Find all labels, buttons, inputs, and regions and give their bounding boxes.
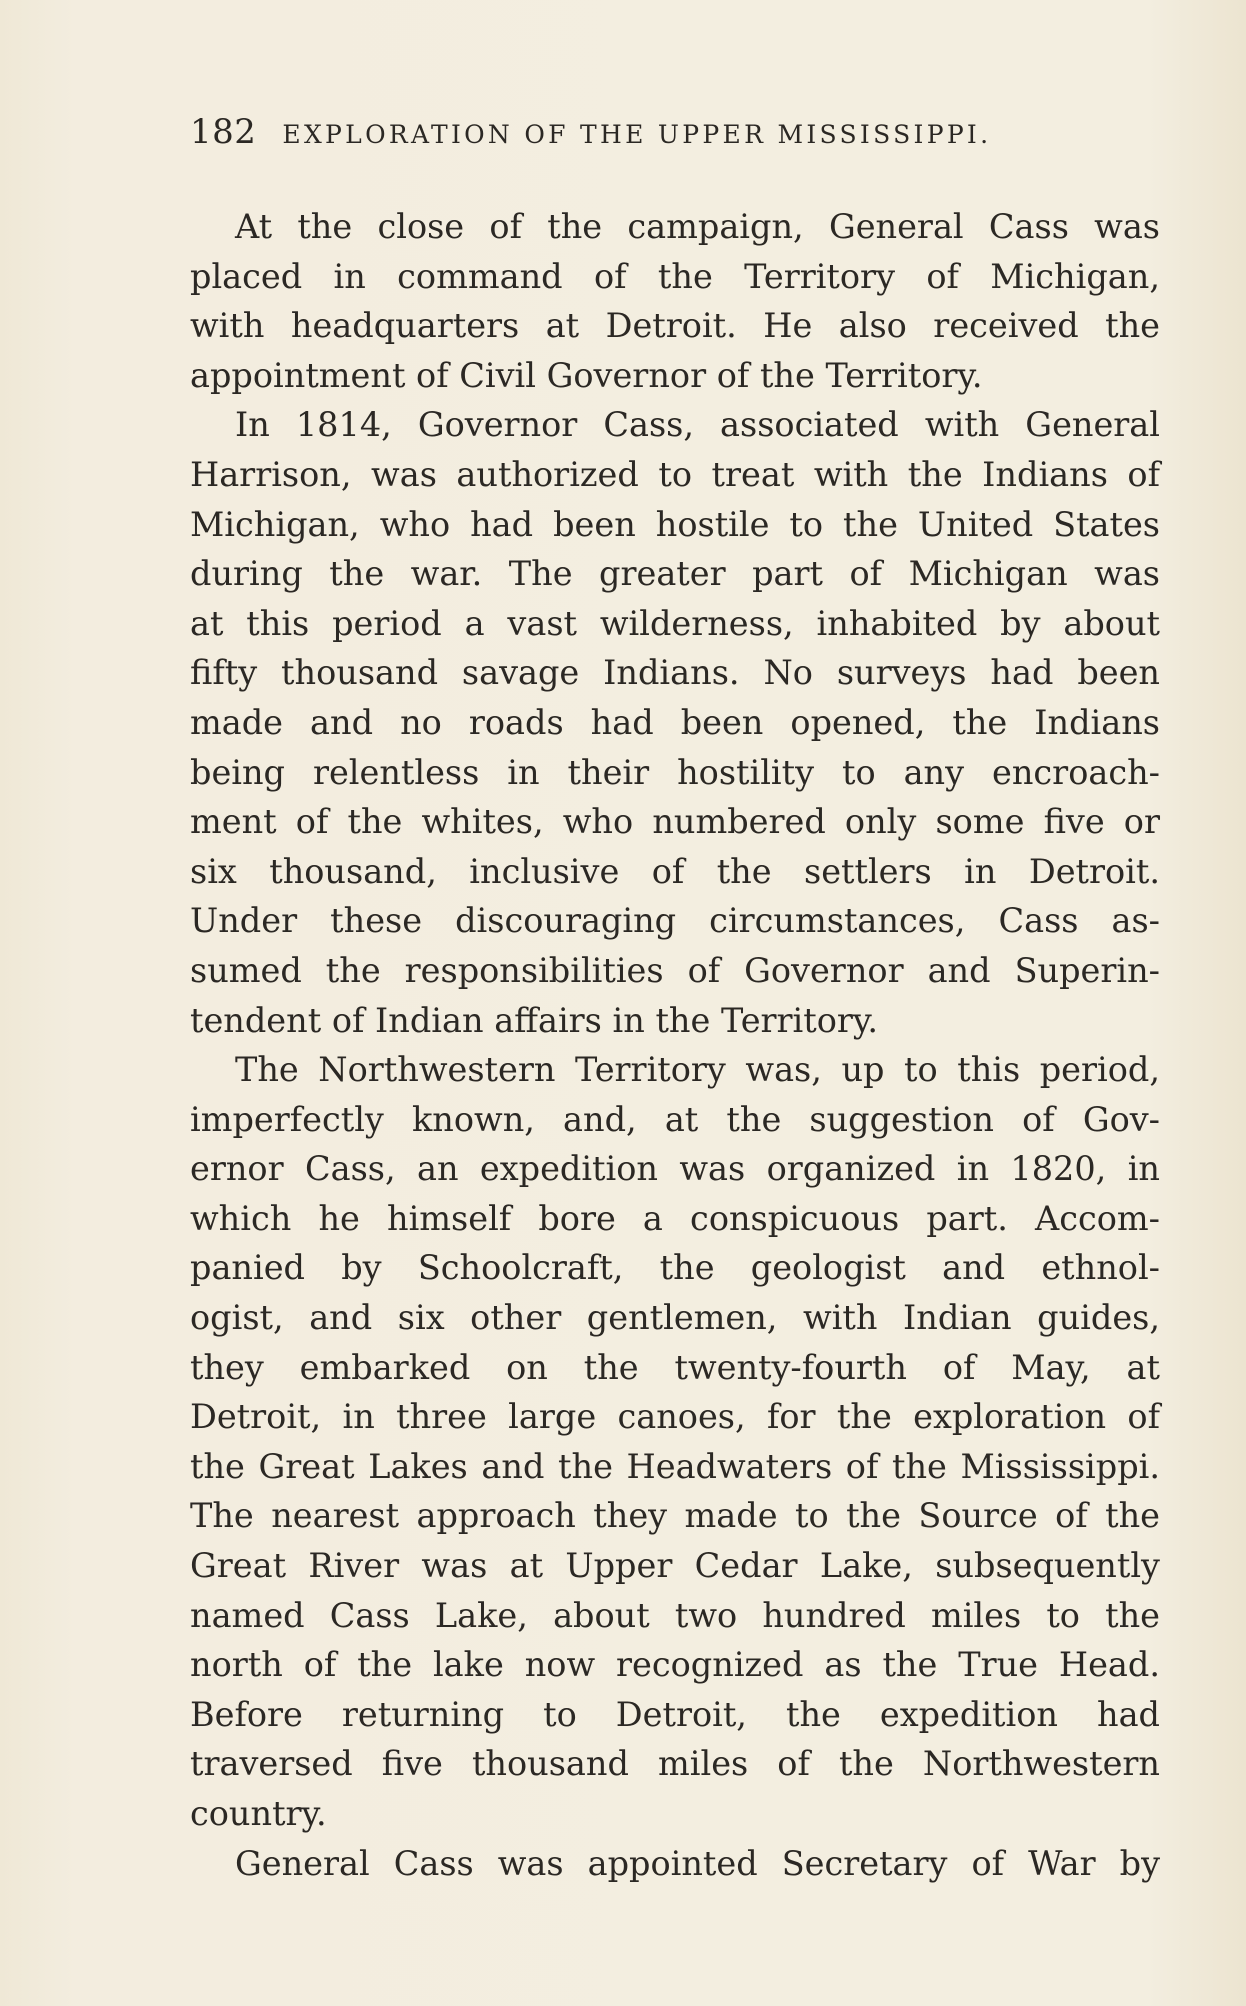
text-line: imperfectly known, and, at the suggestion of Gov- — [190, 1099, 1160, 1139]
text-line: the Great Lakes and the Headwaters of the Mississippi. — [190, 1446, 1160, 1486]
text-line: appointment of Civil Governor of the Territory. — [190, 355, 983, 395]
text-line: In 1814, Governor Cass, associated with General — [235, 405, 1160, 445]
text-line: at this period a vast wilderness, inhabited by about — [190, 603, 1160, 643]
running-head — [190, 112, 1150, 152]
text-line: Michigan, who had been hostile to the United States — [190, 504, 1160, 544]
text-line: General Cass was appointed Secretary of War by — [235, 1843, 1160, 1883]
text-line: Great River was at Upper Cedar Lake, subsequently — [190, 1546, 1160, 1586]
text-line: traversed five thousand miles of the Northwestern — [190, 1744, 1160, 1784]
text-line: which he himself bore a conspicuous part. Accom- — [190, 1198, 1160, 1238]
text-line: At the close of the campaign, General Cass was — [235, 207, 1160, 246]
text-line: they embarked on the twenty-fourth of May, at — [190, 1347, 1160, 1387]
text-line: Under these discouraging circumstances, Cass as- — [190, 901, 1160, 941]
page-number: 182 — [190, 112, 257, 152]
text-line: with headquarters at Detroit. He also received the — [190, 306, 1160, 346]
text-line: ogist, and six other gentlemen, with Indian guides, — [190, 1298, 1160, 1338]
text-line: during the war. The greater part of Michigan was — [190, 554, 1160, 594]
text-line: The nearest approach they made to the Source of the — [190, 1496, 1160, 1536]
text-line: tendent of Indian affairs in the Territory. — [190, 1000, 879, 1040]
text-line: Harrison, was authorized to treat with the Indians of — [190, 454, 1160, 494]
text-line: Detroit, in three large canoes, for the exploration of — [190, 1397, 1160, 1437]
text-line: panied by Schoolcraft, the geologist and ethnol- — [190, 1248, 1160, 1288]
text-line: The Northwestern Territory was, up to this period, — [235, 1050, 1160, 1090]
text-line: fifty thousand savage Indians. No surveys had been — [190, 653, 1160, 693]
text-line: ernor Cass, an expedition was organized in 1820, in — [190, 1149, 1160, 1189]
text-line: six thousand, inclusive of the settlers in Detroit. — [190, 851, 1160, 891]
text-line: ment of the whites, who numbered only some five or — [190, 802, 1160, 842]
body-text — [190, 202, 1160, 1888]
text-line: north of the lake now recognized as the True Head. — [190, 1645, 1160, 1685]
text-line: made and no roads had been opened, the Indians — [190, 702, 1160, 742]
text-line: Before returning to Detroit, the expedition had — [190, 1694, 1160, 1734]
text-line: named Cass Lake, about two hundred miles to the — [190, 1595, 1160, 1635]
running-head-title: EXPLORATION OF THE UPPER MISSISSIPPI. — [282, 120, 992, 149]
text-line: being relentless in their hostility to any encroach- — [190, 752, 1160, 792]
text-line: sumed the responsibilities of Governor and Superin- — [190, 950, 1160, 990]
text-line: placed in command of the Territory of Michigan, — [190, 256, 1160, 296]
text-line: country. — [190, 1794, 327, 1833]
